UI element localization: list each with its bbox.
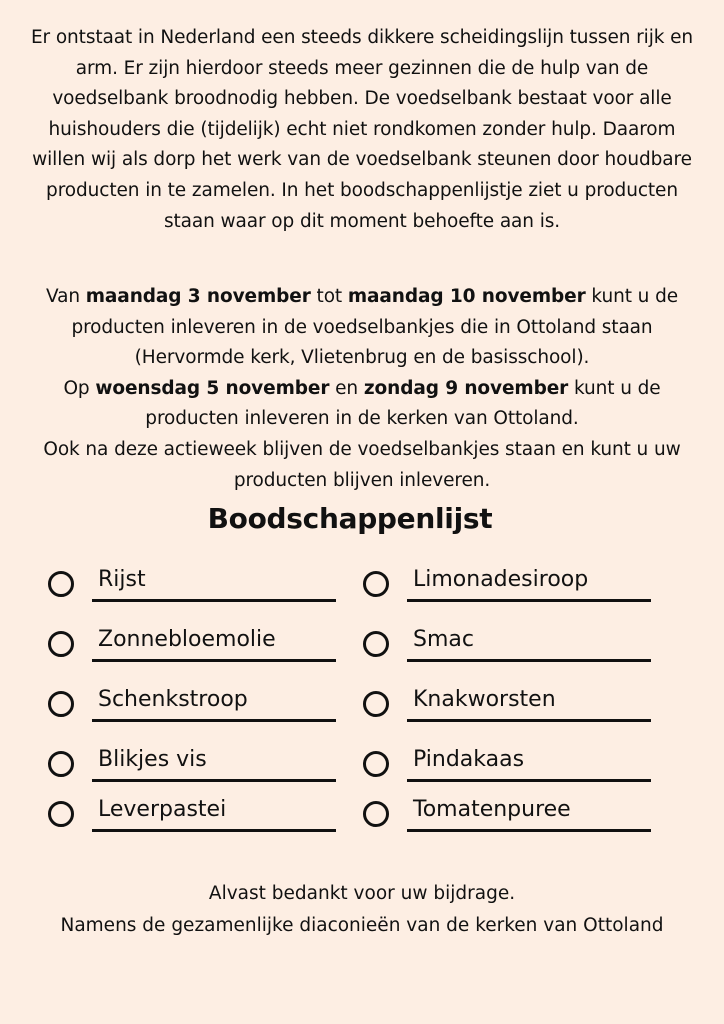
dates-section xyxy=(20,282,704,496)
signature-text: Namens de gezamenlijke diaconieën van de kerken van Ottoland xyxy=(60,915,664,936)
intro-paragraph: Er ontstaat in Nederland een steeds dikkere scheidingslijn tussen rijk en arm. Er zijn hierdoor steeds meer gezinnen die de hulp van de voedselbank broodnodig hebben. De voedselbank bestaat voor alle huishouders die (tijdelijk) echt niet rondkomen zonder hulp. Daarom willen wij als dorp het werk van de voedselbank steunen door houdbare producten in te zamelen. In het boodschappenlijstje ziet u producten staan waar op dit moment behoefte aan is. xyxy=(30,27,694,232)
checkbox-circle-icon[interactable] xyxy=(48,571,74,597)
list-title: Boodschappenlijst xyxy=(207,502,493,535)
checkbox-circle-icon[interactable] xyxy=(48,801,74,827)
checkbox-circle-icon[interactable] xyxy=(48,751,74,777)
start-date: maandag 3 november xyxy=(85,286,311,307)
dropoff-churches-text: Op woensdag 5 november en zondag 9 november kunt u de producten inleveren in de kerken van Ottoland. xyxy=(63,377,661,430)
checklist-item-label: Schenkstroop xyxy=(98,687,248,712)
end-date: maandag 10 november xyxy=(347,286,586,307)
checklist-item[interactable] xyxy=(48,746,342,792)
checklist-item[interactable] xyxy=(363,686,657,732)
write-line xyxy=(92,829,336,832)
checklist-item-label: Limonadesiroop xyxy=(413,567,589,592)
checklist-item-label: Zonnebloemolie xyxy=(98,627,276,652)
write-line xyxy=(407,659,651,662)
checklist-item-label: Knakworsten xyxy=(413,687,556,712)
checklist-item[interactable] xyxy=(48,566,342,612)
checklist-item[interactable] xyxy=(363,626,657,672)
checkbox-circle-icon[interactable] xyxy=(48,691,74,717)
checklist-item-label: Rijst xyxy=(98,567,146,592)
checklist-item-label: Leverpastei xyxy=(98,797,227,822)
write-line xyxy=(92,659,336,662)
write-line xyxy=(92,599,336,602)
closing-section xyxy=(0,878,724,942)
checklist-item-label: Smac xyxy=(413,627,474,652)
dropoff-boxes-text: Van maandag 3 november tot maandag 10 november kunt u de producten inleveren in de voedselbankjes die in Ottoland staan (Hervormde kerk, Vlietenbrug en de basisschool). xyxy=(45,286,678,369)
checklist-item[interactable] xyxy=(363,746,657,792)
checklist-item[interactable] xyxy=(363,566,657,612)
church-date-1: woensdag 5 november xyxy=(95,377,330,399)
checkbox-circle-icon[interactable] xyxy=(363,751,389,777)
write-line xyxy=(407,829,651,832)
checklist-item-label: Pindakaas xyxy=(413,747,525,772)
write-line xyxy=(92,719,336,722)
checkbox-circle-icon[interactable] xyxy=(48,631,74,657)
checklist-item-label: Blikjes vis xyxy=(98,747,207,772)
write-line xyxy=(407,599,651,602)
checklist-item[interactable] xyxy=(48,796,342,842)
checklist-item[interactable] xyxy=(48,626,342,672)
checkbox-circle-icon[interactable] xyxy=(363,571,389,597)
checklist-item[interactable] xyxy=(363,796,657,842)
write-line xyxy=(407,719,651,722)
after-week-text: Ook na deze actieweek blijven de voedselbankjes staan en kunt u uw producten blijven inleveren. xyxy=(43,438,681,491)
write-line xyxy=(92,779,336,782)
checkbox-circle-icon[interactable] xyxy=(363,691,389,717)
checkbox-circle-icon[interactable] xyxy=(363,801,389,827)
write-line xyxy=(407,779,651,782)
checklist-item[interactable] xyxy=(48,686,342,732)
checklist-item-label: Tomatenpuree xyxy=(413,797,571,822)
thanks-text: Alvast bedankt voor uw bijdrage. xyxy=(208,883,516,904)
checkbox-circle-icon[interactable] xyxy=(363,631,389,657)
church-date-2: zondag 9 november xyxy=(363,377,569,399)
